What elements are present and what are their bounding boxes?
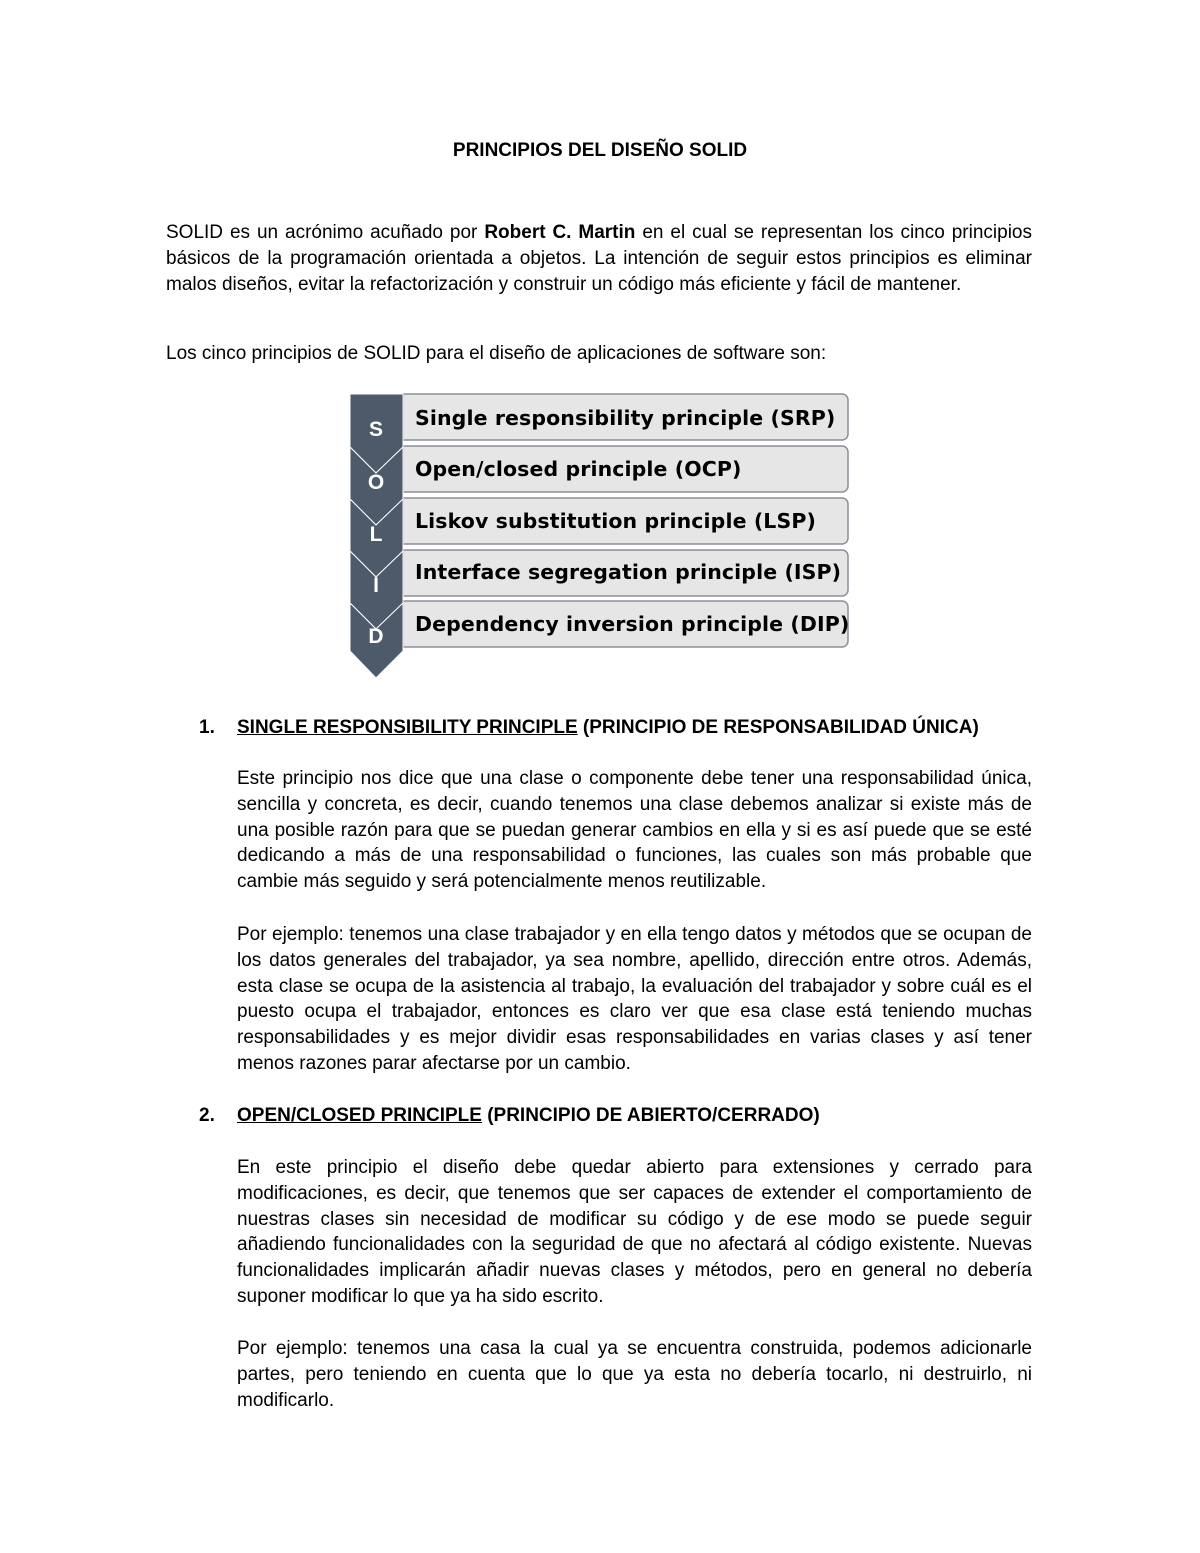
- section-paragraph-example: Por ejemplo: tenemos una casa la cual ya se encuentra construida, podemos adicionarle partes, pero teniendo en cuenta que lo que ya esta no debería tocarlo, ni destruirlo, ni modificarlo.: [237, 1338, 1032, 1411]
- section-title-es: (PRINCIPIO DE ABIERTO/CERRADO): [481, 1105, 820, 1126]
- intro-text-start: SOLID es un acrónimo acuñado por: [166, 222, 485, 243]
- chevron-letter-o: O: [367, 471, 385, 494]
- section-paragraph-example: Por ejemplo: tenemos una clase trabajador y en ella tengo datos y métodos que se ocupan de los datos generales del trabajador, ya sea nombre, apellido, dirección entre otros. Además, esta clase se ocupa de la asistencia al trabajo, la evaluación del trabajador y sobre cuál es el puesto ocupa el trabajador, entonces es claro ver que esa clase está teniendo muchas responsabilidades y es mejor dividir esas responsabilidades en varias clases y así tener menos razones parar afectarse por un cambio.: [237, 924, 1032, 1074]
- section-number: 2.: [199, 1105, 215, 1126]
- principle-label-isp: Interface segregation principle (ISP): [415, 560, 842, 584]
- principle-label-lsp: Liskov substitution principle (LSP): [415, 509, 816, 533]
- chevron-letter-l: L: [369, 523, 383, 546]
- intro-text-end: en el cual se representan los cinco principios básicos de la programación orientada a objetos. La intención de seguir estos principios es eliminar malos diseños, evitar la refactorización y construir un código más eficiente y fácil de mantener.: [166, 222, 1032, 295]
- chevron-letter-i: I: [373, 574, 379, 597]
- section-heading-srp: [199, 717, 979, 739]
- section-title-en: SINGLE RESPONSIBILITY PRINCIPLE: [237, 717, 578, 738]
- section-paragraph: En este principio el diseño debe quedar abierto para extensiones y cerrado para modificaciones, es decir, que tenemos que ser capaces de extender el comportamiento de nuestras clases sin necesidad de modificar su código y de ese modo se puede seguir añadiendo funcionalidades con la seguridad de que no afectará al código existente. Nuevas funcionalidades implicarán añadir nuevas clases y métodos, pero en general no debería suponer modificar lo que ya ha sido escrito.: [237, 1157, 1032, 1307]
- section-title-en: OPEN/CLOSED PRINCIPLE: [237, 1105, 482, 1126]
- solid-diagram-graphics: [349, 393, 854, 683]
- section-heading-ocp: [199, 1105, 820, 1127]
- chevron-letter-d: D: [368, 625, 384, 648]
- principle-label-srp: Single responsibility principle (SRP): [415, 406, 836, 430]
- page-title: PRINCIPIOS DEL DISEÑO SOLID: [452, 140, 748, 161]
- chevron-letter-s: S: [368, 418, 383, 441]
- solid-diagram: [349, 393, 854, 683]
- author-name: Robert C. Martin: [484, 222, 636, 243]
- intro-paragraph-2: Los cinco principios de SOLID para el diseño de aplicaciones de software son:: [166, 343, 827, 364]
- section-paragraph: Este principio nos dice que una clase o componente debe tener una responsabilidad única, sencilla y concreta, es decir, cuando tenemos una clase debemos analizar si existe más de una posible razón para que se puedan generar cambios en ella y si es así puede que se esté dedicando a más de una responsabilidad o funciones, las cuales son más probable que cambie más seguido y será potencialmente menos reutilizable.: [237, 768, 1032, 893]
- section-title-es: (PRINCIPIO DE RESPONSABILIDAD ÚNICA): [577, 717, 979, 738]
- principle-label-ocp: Open/closed principle (OCP): [415, 457, 742, 481]
- principle-label-dip: Dependency inversion principle (DIP): [415, 612, 850, 636]
- intro-paragraph: [166, 220, 1032, 297]
- section-number: 1.: [199, 717, 215, 738]
